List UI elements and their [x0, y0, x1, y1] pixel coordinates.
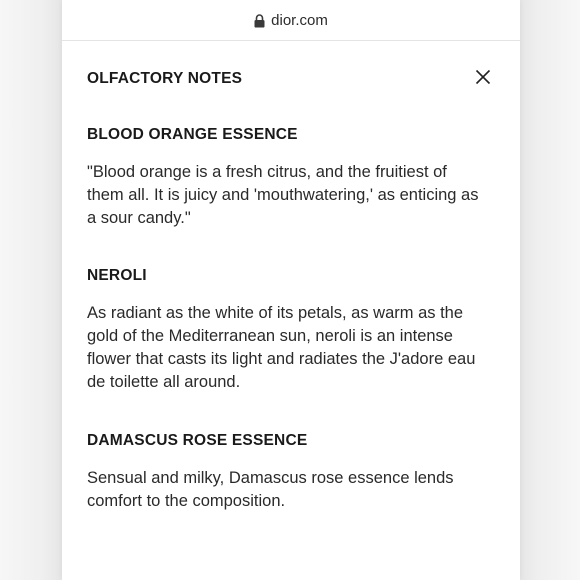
note-neroli	[87, 267, 487, 394]
close-icon[interactable]	[475, 69, 491, 85]
note-heading: DAMASCUS ROSE ESSENCE	[87, 432, 308, 449]
note-blood-orange	[87, 126, 487, 230]
page-shadow-right	[520, 0, 580, 580]
page-shadow-left	[0, 0, 62, 580]
lock-icon	[254, 14, 265, 28]
browser-page	[62, 0, 520, 580]
url-text[interactable]: dior.com	[271, 11, 328, 29]
note-damascus-rose	[87, 432, 487, 513]
address-bar[interactable]	[62, 0, 520, 41]
note-heading: NEROLI	[87, 267, 147, 284]
note-description: As radiant as the white of its petals, as warm as the gold of the Mediterranean sun, neroli is an intense flower that casts its light and radiates the J'adore eau de toilette all around.	[87, 304, 476, 391]
panel-title: OLFACTORY NOTES	[87, 70, 243, 87]
note-description: "Blood orange is a fresh citrus, and the fruitiest of them all. It is juicy and 'mouthwatering,' as enticing as a sour candy."	[87, 163, 479, 227]
note-description: Sensual and milky, Damascus rose essence lends comfort to the composition.	[87, 469, 454, 510]
note-heading: BLOOD ORANGE ESSENCE	[87, 126, 298, 143]
